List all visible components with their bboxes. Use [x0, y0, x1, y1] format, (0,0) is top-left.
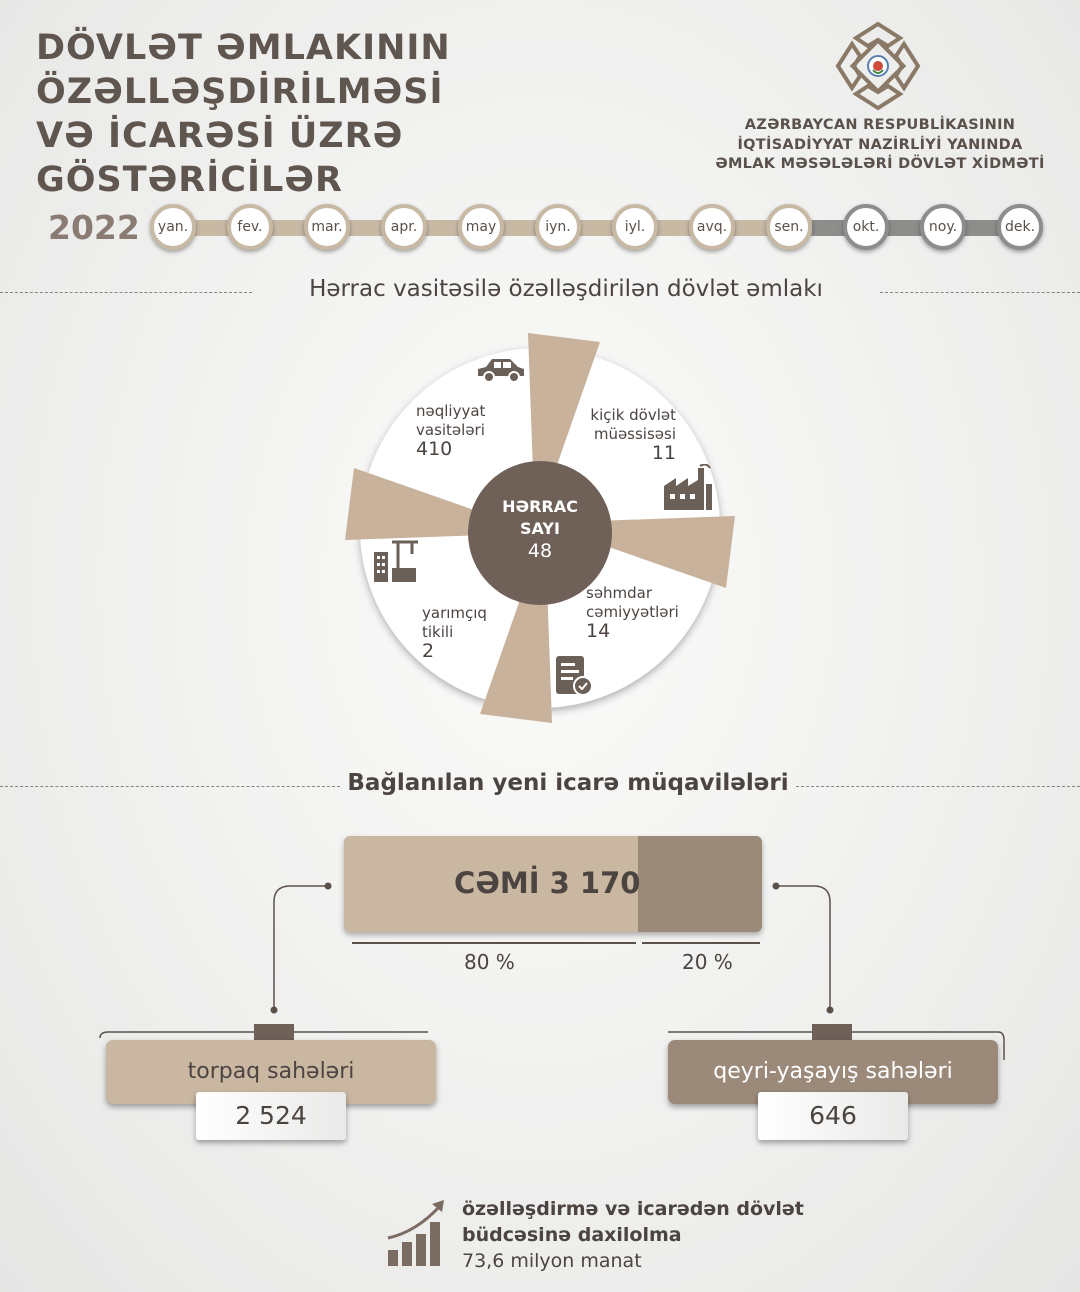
timeline-month: fev.: [227, 204, 273, 250]
title-line: ÖZƏLLƏŞDİRİLMƏSİ: [36, 72, 444, 112]
timeline-month: iyn.: [535, 204, 581, 250]
car-icon: [474, 356, 528, 384]
factory-icon: [662, 464, 714, 512]
timeline-month: noy.: [920, 204, 966, 250]
auction-item-unfinished: [422, 604, 487, 661]
auction-center-subtitle: SAYI: [520, 519, 560, 538]
organization-name: [700, 116, 1060, 175]
connector-lines: [0, 860, 1080, 1060]
lease-section-title: Bağlanılan yeni icarə müqavilələri: [347, 770, 789, 796]
auction-center-value: 48: [527, 540, 553, 562]
auction-center-title: HƏRRAC: [502, 497, 578, 516]
timeline-month: may: [458, 204, 504, 250]
nonresidential-value: 646: [758, 1092, 908, 1140]
auction-item-vehicles: [416, 402, 485, 459]
growth-chart-icon: [386, 1198, 452, 1270]
timeline-month: okt.: [843, 204, 889, 250]
item-value: 2: [422, 640, 435, 662]
item-label: kiçik dövlət: [590, 406, 676, 424]
section-divider: [796, 786, 1080, 787]
section-divider: [880, 292, 1080, 293]
org-line: ƏMLAK MƏSƏLƏLƏRİ DÖVLƏT XİDMƏTİ: [715, 156, 1045, 172]
page-title: [36, 26, 476, 202]
item-label: müəssisəsi: [593, 425, 676, 443]
timeline-year: 2022: [48, 208, 140, 247]
budget-info: [462, 1196, 804, 1274]
budget-amount: 73,6 milyon manat: [462, 1250, 642, 1272]
title-line: VƏ İCARƏSİ ÜZRƏ: [36, 116, 404, 156]
lease-total-label: CƏMİ 3 170: [454, 866, 641, 900]
auction-section-title: Hərrac vasitəsilə özəlləşdirilən dövlət əmlakı: [309, 276, 823, 302]
item-value: 14: [586, 620, 611, 642]
timeline-month: avq.: [689, 204, 735, 250]
section-divider: [0, 292, 252, 293]
auction-center-label: [470, 496, 610, 562]
construction-icon: [372, 538, 420, 584]
category-nonresidential: qeyri-yaşayış sahələri: [668, 1040, 998, 1104]
timeline-month: yan.: [150, 204, 196, 250]
item-label: tikili: [422, 623, 454, 641]
item-label: nəqliyyat: [416, 402, 486, 420]
title-line: GÖSTƏRİCİLƏR: [36, 160, 343, 200]
certificate-icon: [554, 654, 596, 700]
title-line: DÖVLƏT ƏMLAKININ: [36, 28, 451, 68]
timeline-month: iyl.: [612, 204, 658, 250]
item-label: yarımçıq: [422, 604, 487, 622]
item-label: səhmdar: [586, 584, 653, 602]
budget-line-1: özəlləşdirmə və icarədən dövlət: [462, 1198, 804, 1220]
category-land: torpaq sahələri: [106, 1040, 436, 1104]
item-label: cəmiyyətləri: [586, 603, 679, 621]
org-line: AZƏRBAYCAN RESPUBLİKASININ: [744, 117, 1016, 133]
org-line: İQTİSADİYYAT NAZİRLİYİ YANINDA: [737, 136, 1023, 153]
item-value: 11: [651, 442, 676, 464]
timeline-month: apr.: [381, 204, 427, 250]
budget-line-2: büdcəsinə daxilolma: [462, 1224, 682, 1246]
share-percent-nonresidential: 20 %: [682, 950, 733, 974]
timeline-month: sen.: [766, 204, 812, 250]
item-label: vasitələri: [416, 421, 485, 439]
auction-item-companies: [586, 584, 679, 641]
item-value: 410: [416, 438, 453, 460]
auction-item-enterprises: [580, 406, 676, 463]
timeline-month: dek.: [997, 204, 1043, 250]
timeline-month: mar.: [304, 204, 350, 250]
land-value: 2 524: [196, 1092, 346, 1140]
emblem-logo-icon: [830, 20, 926, 112]
share-percent-land: 80 %: [464, 950, 515, 974]
section-divider: [0, 786, 340, 787]
